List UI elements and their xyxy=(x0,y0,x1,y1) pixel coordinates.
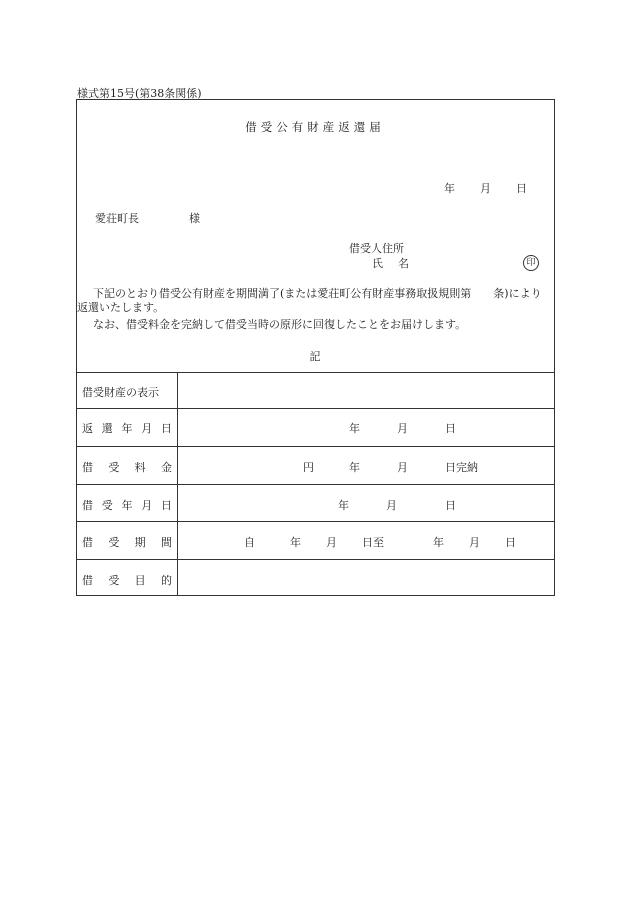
fee-month: 月 xyxy=(397,461,408,474)
date-year-label: 年 xyxy=(444,182,455,195)
return-year: 年 xyxy=(349,422,360,435)
row-label-char: 受 xyxy=(108,536,120,549)
row-label-char: 年 xyxy=(121,422,133,435)
body-paragraph-1: 下記のとおり借受公有財産を期間満了(または愛荘町公有財産事務取扱規則第 条)により返還いたします。 xyxy=(77,287,542,314)
row-label-char: 借 xyxy=(82,461,93,474)
period-from-day-to: 日至 xyxy=(362,536,384,549)
row-label-char: 借 xyxy=(82,574,93,587)
row-label-period xyxy=(82,534,172,550)
row-label-char: 借 xyxy=(82,536,93,549)
row-label-char: 借 xyxy=(82,499,93,512)
row-label-return-date xyxy=(82,420,172,436)
row-label-char: 月 xyxy=(141,499,153,512)
applicant-name-label: 氏 名 xyxy=(372,257,411,270)
row-label-char: 料 xyxy=(134,461,146,474)
row-label-char: 年 xyxy=(121,499,133,512)
fee-day-paid: 日完納 xyxy=(445,461,478,474)
row-label-char: 受 xyxy=(108,461,120,474)
row-label-char: 月 xyxy=(141,422,153,435)
row-label-property: 借受財産の表示 xyxy=(82,386,159,399)
period-from-month: 月 xyxy=(326,536,337,549)
table-line xyxy=(77,408,554,409)
period-to-day: 日 xyxy=(505,536,516,549)
date-month-label: 月 xyxy=(480,182,491,195)
applicant-address-label: 借受人住所 xyxy=(349,242,404,255)
date-day-label: 日 xyxy=(516,182,527,195)
body-paragraph-2: なお、借受料金を完納して借受当時の原形に回復したことをお届けします。 xyxy=(93,318,467,331)
form-number-label: 様式第15号(第38条関係) xyxy=(77,87,202,100)
table-line xyxy=(77,484,554,485)
table-column-divider xyxy=(177,372,178,595)
addressee: 愛荘町長 xyxy=(95,212,139,225)
row-label-char: 金 xyxy=(160,461,172,474)
row-label-fee xyxy=(82,459,172,475)
table-line xyxy=(77,446,554,447)
row-label-char: 目 xyxy=(134,574,146,587)
fee-year: 年 xyxy=(349,461,360,474)
row-label-char: 還 xyxy=(101,422,113,435)
honorific: 様 xyxy=(189,212,200,225)
ki-heading: 記 xyxy=(309,350,321,363)
table-line xyxy=(77,372,554,373)
row-label-char: 受 xyxy=(108,574,120,587)
period-from: 自 xyxy=(244,536,255,549)
period-to-month: 月 xyxy=(469,536,480,549)
period-from-year: 年 xyxy=(290,536,301,549)
borrow-day: 日 xyxy=(445,499,456,512)
return-day: 日 xyxy=(445,422,456,435)
fee-yen: 円 xyxy=(303,461,314,474)
table-line xyxy=(77,559,554,560)
table-line xyxy=(77,521,554,522)
return-month: 月 xyxy=(397,422,408,435)
period-to-year: 年 xyxy=(433,536,444,549)
row-label-char: 返 xyxy=(82,422,93,435)
row-label-char: 日 xyxy=(161,499,172,512)
borrow-month: 月 xyxy=(386,499,397,512)
row-label-purpose xyxy=(82,572,172,588)
row-label-char: 間 xyxy=(160,536,172,549)
form-title: 借受公有財産返還届 xyxy=(245,120,385,134)
row-label-char: 受 xyxy=(101,499,113,512)
row-label-char: 期 xyxy=(134,536,146,549)
borrow-year: 年 xyxy=(338,499,349,512)
row-label-char: 日 xyxy=(161,422,172,435)
seal-mark: 印 xyxy=(523,255,539,271)
row-label-char: 的 xyxy=(160,574,172,587)
row-label-borrow-date xyxy=(82,497,172,513)
